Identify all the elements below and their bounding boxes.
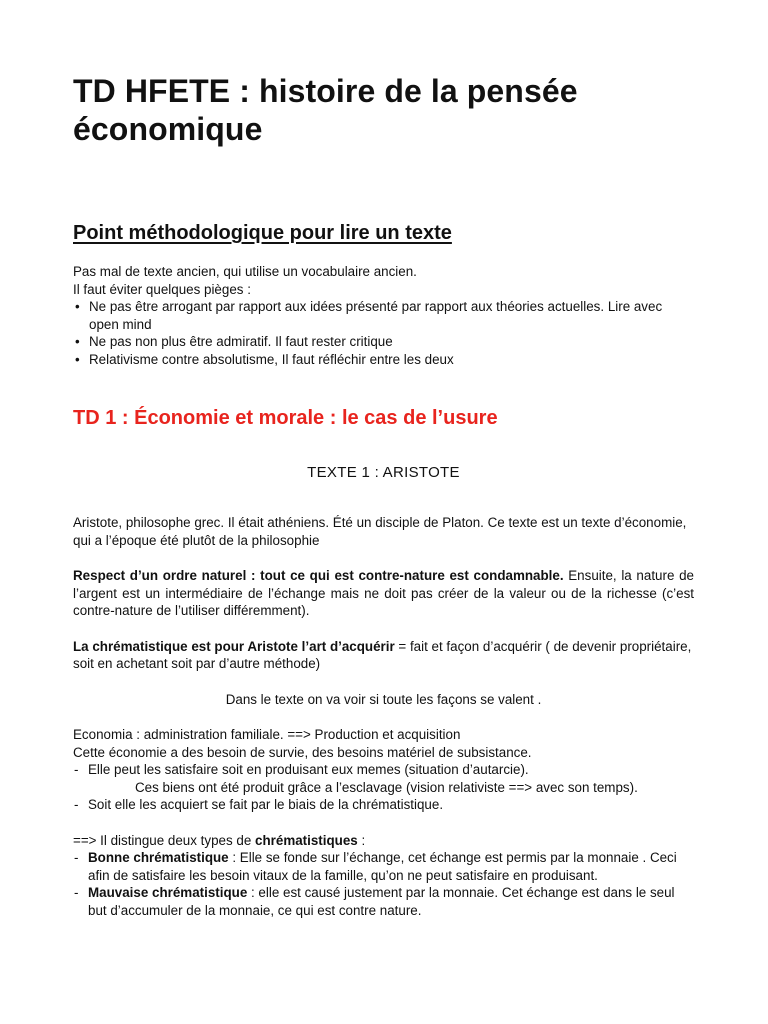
paragraph-text: Ensuite, la nature de l’argent est un intermédiaire de l’échange mais ne doit pas créer de la valeur ou de la richesse (c’est contre-nature de l’utiliser différemment). [73, 568, 694, 618]
td1-heading: TD 1 : Économie et morale : le cas de l’usure [73, 407, 498, 429]
list-item: • Ne pas non plus être admiratif. Il faut rester critique [73, 333, 694, 351]
paragraph-ordre-naturel [73, 567, 694, 620]
chrematistique-types-list [73, 849, 694, 919]
method-bullet-list [73, 298, 694, 368]
list-item-text: : elle est causé justement par la monnaie. Cet échange est dans le seul but d’accumuler de la monnaie, ce qui est contre nature. [88, 885, 675, 918]
paragraph-text: = fait et façon d’acquérir ( de devenir propriétaire, soit en achetant soit par d’autre méthode) [73, 638, 692, 671]
paragraph-distingue [73, 832, 694, 850]
spacer [73, 814, 694, 832]
paragraph-aristote: Aristote, philosophe grec. Il était athéniens. Été un disciple de Platon. Ce texte est un texte d’économie, qui a l’époque été plutôt de la philosophie [73, 515, 687, 548]
method-intro-2: Il faut éviter quelques pièges : [73, 281, 251, 297]
paragraph-text: : [357, 832, 366, 848]
list-item [73, 849, 694, 884]
list-item-text: Elle peut les satisfaire soit en produisant eux memes (situation d’autarcie). [88, 762, 529, 777]
economia-dash-list [73, 761, 694, 814]
method-heading: Point méthodologique pour lire un texte [73, 222, 452, 244]
spacer [73, 549, 694, 567]
list-item: • Ne pas être arrogant par rapport aux idées présenté par rapport aux théories actuelles. Lire avec open mind [73, 298, 694, 333]
texte-title: TEXTE 1 : ARISTOTE [307, 464, 460, 481]
bold-text: La chrématistique est pour Aristote l’art d’acquérir [73, 638, 395, 654]
bold-text: chrématistiques [255, 832, 358, 848]
list-item: - Soit elle les acquiert se fait par le biais de la chrématistique. [73, 796, 694, 814]
method-intro-1: Pas mal de texte ancien, qui utilise un vocabulaire ancien. [73, 264, 417, 279]
centered-line: Dans le texte on va voir si toute les façons se valent . [225, 691, 542, 707]
list-item [73, 884, 694, 919]
list-item-subline: Ces biens ont été produit grâce a l’esclavage (vision relativiste ==> avec son temps). [135, 779, 638, 795]
paragraph-economia-1: Economia : administration familiale. ==> Production et acquisition [73, 727, 461, 742]
paragraph-economia-2: Cette économie a des besoin de survie, des besoins matériel de subsistance. [73, 744, 532, 760]
paragraph-text: ==> Il distingue deux types de [73, 832, 256, 848]
list-item: • Relativisme contre absolutisme, Il faut réfléchir entre les deux [73, 351, 694, 369]
spacer [73, 620, 694, 638]
spacer [73, 708, 694, 726]
spacer [73, 368, 694, 406]
list-item [73, 761, 694, 796]
bold-text: Mauvaise chrématistique [88, 885, 248, 900]
bold-text: Bonne chrématistique [88, 850, 229, 865]
spacer [73, 673, 694, 691]
bold-text: Respect d’un ordre naturel : tout ce qui est contre-nature est condamnable. [73, 568, 564, 583]
document-title: TD HFETE : histoire de la pensée économique [73, 73, 578, 147]
list-item-text: : Elle se fonde sur l’échange, cet échange est permis par la monnaie . Ceci afin de satisfaire les besoin vitaux de la famille, qu’on ne peut satisfaire en produisant. [88, 850, 677, 883]
paragraph-chrematistique [73, 638, 694, 673]
